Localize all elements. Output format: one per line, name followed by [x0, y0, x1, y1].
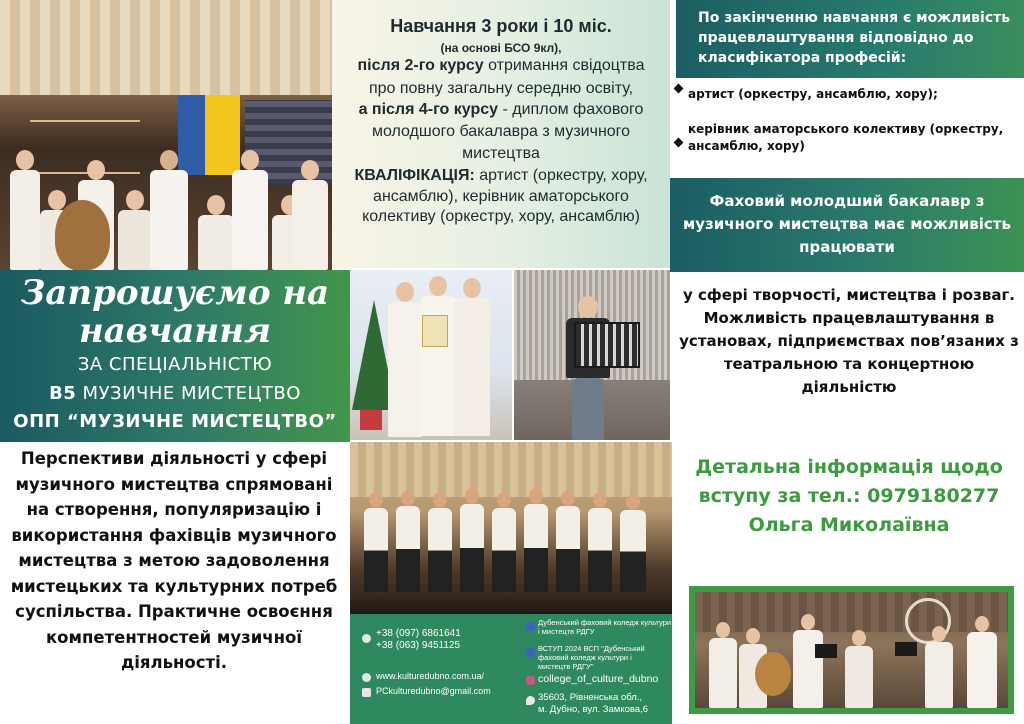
- specialty-label: ЗА СПЕЦІАЛЬНІСТЮ: [77, 354, 273, 375]
- specialty-name: B5 МУЗИЧНЕ МИСТЕЦТВО: [49, 383, 301, 404]
- ensemble-photo: [695, 592, 1008, 708]
- gift-box: [360, 410, 382, 430]
- employment-intro: По закінченню навчання є можливість працевлаштування відповідно до класифікатора професій:: [698, 10, 1011, 66]
- musician-figure: [118, 190, 152, 270]
- bachelor-can-box: [670, 178, 1024, 272]
- choir-member: [620, 494, 646, 602]
- qualification-cont2: колективу (оркестру, хору, ансамблю): [362, 208, 640, 225]
- study-info-box: [332, 0, 670, 268]
- choir-member: [396, 490, 420, 602]
- profession-item: керівник аматорського колективу (оркестру, ансамблю, хору): [688, 122, 1004, 153]
- bandura-instrument: [755, 652, 791, 696]
- phone-1[interactable]: +38 (097) 6861641: [376, 628, 461, 639]
- choir-member: [524, 488, 548, 602]
- singer-figure: [454, 278, 490, 436]
- music-stand: [815, 644, 837, 658]
- facebook-page-1[interactable]: Дубенський фаховий коледж культури і мистецтв РДГУ: [538, 618, 672, 636]
- after-4th-course-cont: молодшого бакалавра з музичного: [371, 123, 631, 140]
- curtain-decor: [0, 0, 332, 95]
- accordion-instrument: [574, 322, 640, 368]
- facebook-icon: [526, 622, 535, 631]
- email-icon: [362, 688, 371, 697]
- after-2nd-course: після 2-го курсу отримання свідоцтва: [357, 57, 645, 74]
- phone-2[interactable]: +38 (063) 9451125: [376, 640, 461, 651]
- phone-icon: [362, 634, 371, 643]
- bullet-diamond-icon: [674, 84, 684, 94]
- orchestra-photo: [0, 0, 332, 270]
- bullet-diamond-icon: [674, 138, 684, 148]
- facebook-page-2[interactable]: ВСТУП 2024 ВСП "Дубенський фаховий коледж культури і мистецтв РДГУ": [538, 644, 645, 671]
- after-4th-course: а після 4-го курсу - диплом фахового: [358, 101, 644, 118]
- ensemble-member: [709, 622, 737, 708]
- choir-member: [428, 492, 452, 602]
- singer-figure: [388, 282, 422, 437]
- instagram-handle[interactable]: college_of_culture_dubno: [538, 673, 659, 685]
- email-link[interactable]: PCkulturedubno@gmail.com: [376, 686, 491, 696]
- ensemble-member: [845, 630, 873, 708]
- audience-row: [350, 592, 672, 614]
- accordionist-figure: [566, 296, 610, 440]
- choir-member: [364, 492, 388, 602]
- qualification-cont: ансамблю), керівник аматорського: [373, 188, 629, 205]
- stage-curtain: [695, 592, 1008, 632]
- employment-header: [676, 0, 1024, 78]
- bandura-instrument: [55, 200, 110, 270]
- address: 35603, Рівненська обл., м. Дубно, вул. Замкова,6: [538, 692, 649, 715]
- study-basis: (на основі БСО 9кл),: [440, 41, 562, 55]
- choir-member: [556, 490, 580, 602]
- perspectives-text: Перспективи діяльності у сфері музичного мистецтва спрямовані на створення, популяризацію і використання фахівців музичного мистецтва з метою задоволення мистецьких та культурних потреб суспільства. Практичне освоєння компетентностей музичної діяльності.: [10, 449, 338, 672]
- ensemble-member: [925, 626, 953, 708]
- accordion-photo: [514, 270, 670, 440]
- choir-member: [492, 492, 516, 602]
- choir-photo: [350, 442, 672, 614]
- work-areas-text: у сфері творчості, мистецтва і розваг. Можливість працевлаштування в установах, підприємствах пов’язаних з театральною та концертною діяльністю: [679, 286, 1019, 396]
- music-stand: [895, 642, 917, 656]
- bachelor-can-text: Фаховий молодший бакалавр з музичного мистецтва має можливість працювати: [683, 192, 1011, 256]
- after-2nd-course-cont: про повну загальну середню освіту,: [368, 80, 634, 97]
- musician-figure: [232, 150, 268, 270]
- invite-title: Запрошуємо на навчання: [20, 273, 330, 351]
- ensemble-member: [967, 616, 997, 708]
- musician-figure: [292, 160, 328, 270]
- choir-member: [588, 492, 612, 602]
- program-name: ОПП “МУЗИЧНЕ МИСТЕЦТВО”: [13, 411, 337, 432]
- profession-item: артист (оркестру, ансамблю, хору);: [688, 87, 938, 101]
- ensemble-member: [793, 614, 823, 708]
- musician-figure: [198, 195, 234, 270]
- trio-photo: [350, 270, 512, 440]
- stage-curtain: [350, 442, 672, 497]
- location-pin-icon: [526, 696, 535, 705]
- after-4th-course-cont2: мистецтва: [462, 145, 540, 162]
- website-link[interactable]: www.kulturedubno.com.ua/: [376, 671, 485, 681]
- choir-member: [460, 488, 484, 602]
- contacts-panel: [350, 614, 672, 724]
- singer-figure: [420, 276, 456, 436]
- musician-figure: [150, 150, 188, 270]
- globe-icon: [362, 673, 371, 682]
- musician-figure: [10, 150, 40, 270]
- instagram-icon: [526, 676, 535, 685]
- facebook-icon: [526, 648, 535, 657]
- certificate: [422, 315, 448, 347]
- study-duration-title: Навчання 3 роки і 10 міс.: [390, 16, 612, 36]
- qualification: КВАЛІФІКАЦІЯ: артист (оркестру, хору,: [354, 167, 648, 184]
- admission-contact-text: Детальна інформація щодо вступу за тел.: 0979180277 Ольга Миколаївна: [695, 456, 1003, 536]
